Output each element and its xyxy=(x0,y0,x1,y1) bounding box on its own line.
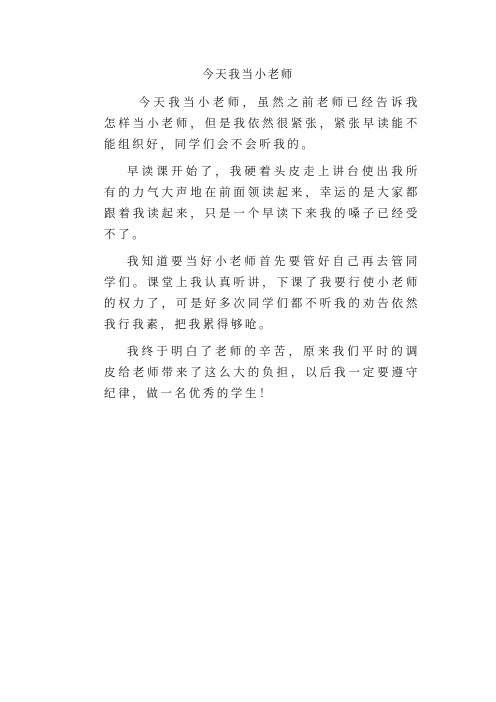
document-body xyxy=(104,92,420,410)
document-title: 今天我当小老师 xyxy=(202,67,294,81)
paragraph-4: 我终于明白了老师的辛苦，原来我们平时的调皮给老师带来了这么大的负担，以后我一定要遵守纪律，做一名优秀的学生！ xyxy=(104,344,420,400)
paragraph-3: 我知道要当好小老师首先要管好自己再去管同学们。课堂上我认真听讲，下课了我要行使小老师的权力了，可是好多次同学们都不听我的劝告依然我行我素，把我累得够呛。 xyxy=(104,254,420,331)
paragraph-2: 早读课开始了，我硬着头皮走上讲台使出我所有的力气大声地在前面领读起来，幸运的是大家都跟着我读起来，只是一个早读下来我的嗓子已经受不了。 xyxy=(104,164,420,241)
paragraph-1: 今天我当小老师，虽然之前老师已经告诉我怎样当小老师，但是我依然很紧张，紧张早读能不能组织好，同学们会不会听我的。 xyxy=(104,95,420,151)
